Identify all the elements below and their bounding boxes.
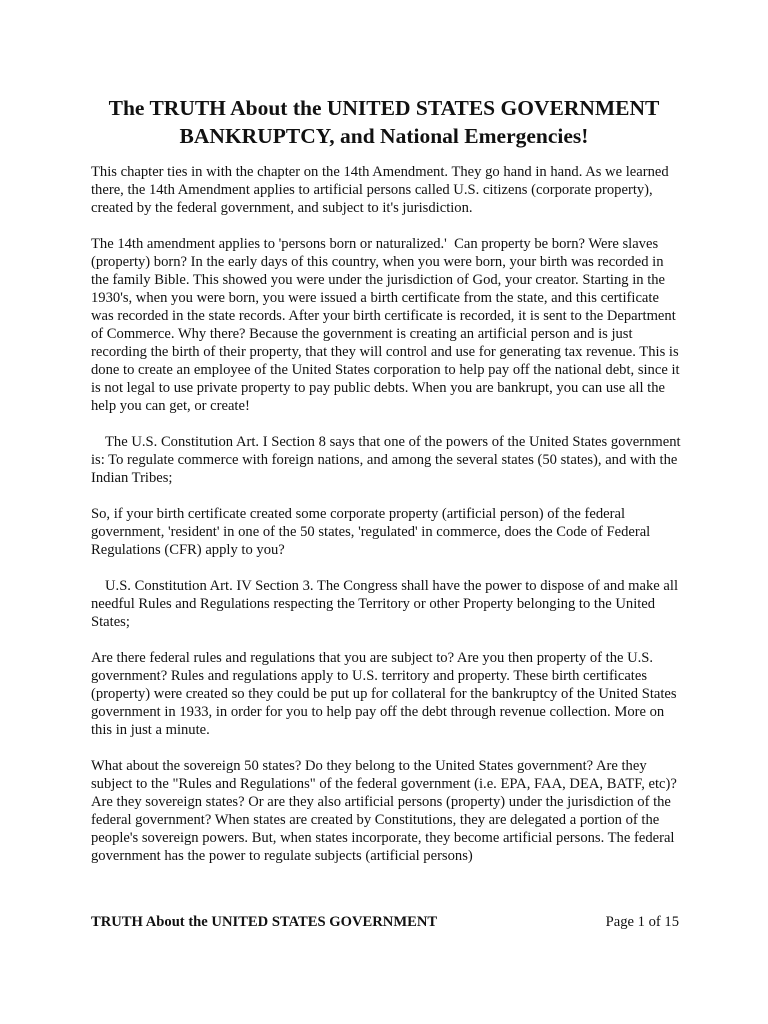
paragraph-art-4-section-3: U.S. Constitution Art. IV Section 3. The Congress shall have the power to dispose of and make all needful Rules and Regulations respecting the Territory or other Property belonging to the United States; xyxy=(91,578,682,630)
paragraph-sovereign-states: What about the sovereign 50 states? Do they belong to the United States government? Are they subject to the "Rules and Regulations" of the federal government (i.e. EPA, FAA, DEA, BATF, etc)? Are they sovereign states? Or are they also artificial persons (property) under the jurisdiction of the federal government? When states are created by Constitutions, they are delegated a portion of the people's sovereign powers. But, when states incorporate, they become artificial persons. The federal government has the power to regulate subjects (artificial persons) xyxy=(91,758,680,864)
paragraph-federal-rules: Are there federal rules and regulations that you are subject to? Are you then property of the U.S. government? Rules and regulations apply to U.S. territory and property. These birth certificates (property) were created so they could be put up for collateral for the bankruptcy of the United States government in 1933, in order for you to help pay off the debt through revenue collection. More on this in just a minute. xyxy=(91,650,681,738)
footer-running-title: TRUTH About the UNITED STATES GOVERNMENT xyxy=(91,914,438,930)
paragraph-14th-amendment: The 14th amendment applies to 'persons born or naturalized.' Can property be born? Were slaves (property) born? In the early days of this country, when you were born, your birth was recorded in the family Bible. This showed you were under the jurisdiction of God, your creator. Starting in the 1930's, when you were born, you were issued a birth certificate from the state, and this certificate was recorded in the state records. After your birth certificate is recorded, it is sent to the Department of Commerce. Why there? Because the government is creating an artificial person and is just recording the birth of their property, that they will control and use for generating tax revenue. This is done to create an employee of the United States corporation to help pay off the national debt, since it is not legal to use private property to pay public debts. When you are bankrupt, you can use all the help you can get, or create! xyxy=(91,236,684,414)
paragraph-birth-certificate: So, if your birth certificate created some corporate property (artificial person) of the federal government, 'resident' in one of the 50 states, 'regulated' in commerce, does the Code of Federal Regulations (CFR) apply to you? xyxy=(91,506,654,558)
paragraph-intro: This chapter ties in with the chapter on the 14th Amendment. They go hand in hand. As we learned there, the 14th Amendment applies to artificial persons called U.S. citizens (corporate property), created by the federal government, and subject to it's jurisdiction. xyxy=(91,164,673,216)
page-number: Page 1 of 15 xyxy=(605,914,679,930)
body-text xyxy=(91,163,685,883)
title-line-1: The TRUTH About the UNITED STATES GOVERNMENT xyxy=(108,96,660,120)
paragraph-art-1-section-8: The U.S. Constitution Art. I Section 8 says that one of the powers of the United States government is: To regulate commerce with foreign nations, and among the several states (50 states), and with the Indian Tribes; xyxy=(91,434,685,486)
title-line-2: BANKRUPTCY, and National Emergencies! xyxy=(179,124,589,148)
page-title xyxy=(60,94,708,150)
